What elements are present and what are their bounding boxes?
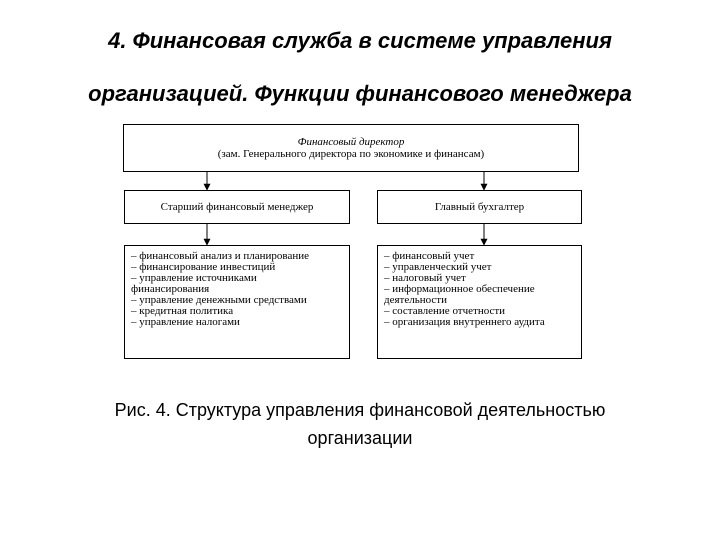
list-item: – кредитная политика: [131, 305, 234, 317]
list-item: финансирования: [131, 283, 210, 295]
list-item: – управление денежными средствами: [131, 294, 307, 306]
list-item: – финансовый учет: [384, 250, 475, 262]
list-item: – управленческий учет: [384, 261, 492, 273]
manager-functions-box: [124, 245, 350, 359]
senior-manager-label: Старший финансовый менеджер: [160, 201, 314, 213]
list-item: – управление источниками: [131, 272, 257, 284]
list-item: – информационное обеспечение: [384, 283, 535, 295]
slide-title-line2: организацией. Функции финансового менеджера: [88, 81, 632, 106]
finance-director-title: Финансовый директор: [297, 136, 405, 148]
list-item: – управление налогами: [131, 316, 240, 328]
list-item: – составление отчетности: [384, 305, 506, 317]
caption-line1: Рис. 4. Структура управления финансовой деятельностью: [114, 400, 606, 420]
chief-accountant-box: [377, 190, 582, 224]
list-item: – финансирование инвестиций: [131, 261, 276, 273]
caption-line2: организации: [307, 428, 413, 448]
accountant-functions-box: [377, 245, 582, 359]
figure-caption: [0, 396, 720, 452]
list-item: – налоговый учет: [384, 272, 466, 284]
list-item: деятельности: [384, 294, 447, 306]
finance-director-box: [123, 124, 579, 172]
chief-accountant-label: Главный бухгалтер: [434, 201, 525, 213]
finance-director-subtitle: (зам. Генерального директора по экономике и финансам): [217, 148, 485, 160]
senior-manager-box: [124, 190, 350, 224]
list-item: – организация внутреннего аудита: [384, 316, 545, 328]
slide-title-line1: 4. Финансовая служба в системе управления: [108, 28, 612, 53]
list-item: – финансовый анализ и планирование: [131, 250, 309, 262]
